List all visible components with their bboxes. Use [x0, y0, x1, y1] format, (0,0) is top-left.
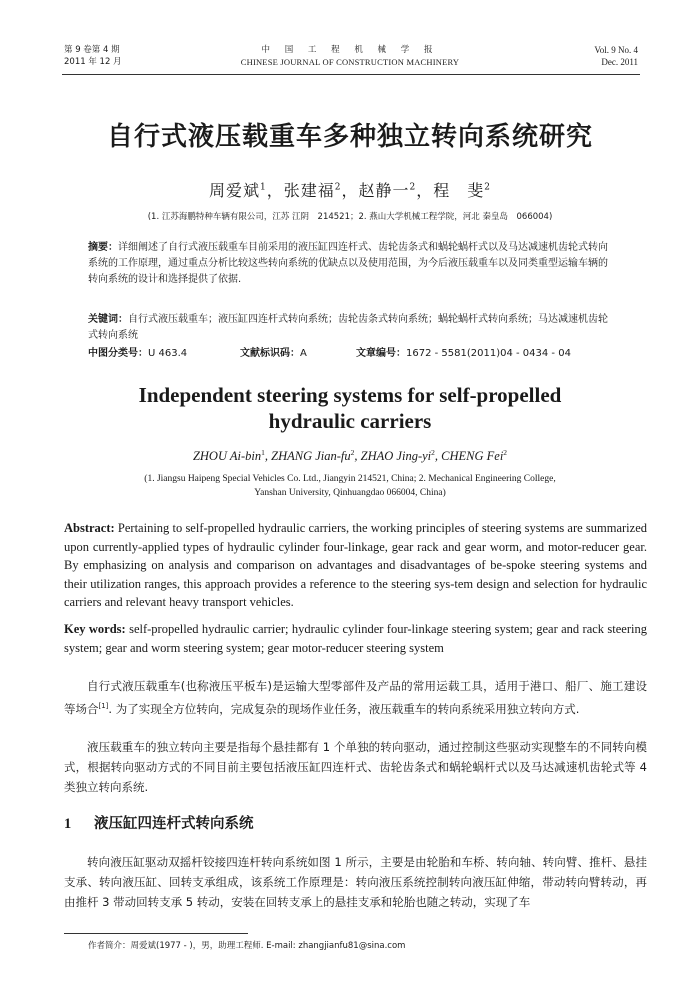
keywords-text-cn: 自行式液压载重车；液压缸四连杆式转向系统；齿轮齿条式转向系统；蜗轮蜗杆式转向系统；马达减速机齿轮式转向系统 [88, 314, 608, 341]
volume-issue-cn: 第 9 卷第 4 期 [64, 45, 120, 55]
abstract-text-cn: 详细阐述了自行式液压载重车目前采用的液压缸四连杆式、齿轮齿条式和蜗轮蜗杆式以及马达减速机齿轮式转向系统的工作原理，通过重点分析比较这些转向系统的优缺点以及使用范围，为今后液压载重车以及同类重型运输车辆的转向系统的设计和选择提供了依据. [88, 242, 608, 285]
author-list-en [0, 448, 700, 464]
author-en: ZHAO Jing-yi [360, 449, 432, 464]
section-title: 液压缸四连杆式转向系统 [94, 816, 254, 832]
journal-name-cn: 中 国 工 程 机 械 学 报 [261, 45, 439, 55]
clc-field [88, 346, 187, 362]
citation-ref: [1] [98, 702, 109, 710]
body-paragraph-2: 液压载重车的独立转向主要是指每个悬挂都有 1 个单独的转向驱动，通过控制这些驱动实现整车的不同转向模式，根据转向驱动方式的不同目前主要包括液压缸四连杆式、齿轮齿条式和蜗轮蜗杆式以及马达减速机齿轮式等 4 类独立转向系统. [64, 740, 647, 794]
section-heading [64, 812, 254, 833]
author-affil-mark: 1 [259, 182, 267, 193]
paper-title-en [0, 382, 700, 434]
article-no-field [356, 346, 571, 362]
doc-code-value: A [300, 348, 307, 359]
author-en: CHENG Fei [441, 449, 504, 464]
author-affil-mark: 2 [503, 448, 508, 457]
author-separator: , [264, 449, 272, 464]
running-header-center [200, 44, 500, 68]
journal-name-en: CHINESE JOURNAL OF CONSTRUCTION MACHINERY [240, 57, 460, 67]
doc-code-label: 文献标识码： [240, 348, 300, 359]
author-cn: 赵静一 [358, 181, 410, 200]
clc-value: U 463.4 [148, 348, 188, 359]
author-cn: 程 斐 [433, 181, 485, 200]
body-paragraph-3: 转向液压缸驱动双摇杆铰接四连杆转向系统如图 1 所示，主要是由轮胎和车桥、转向轴、转向臂、推杆、悬挂支承、转向液压缸、回转支承组成，该系统工作原理是：转向液压系统控制转向液压缸伸缩，带动转向臂转动，再由推杆 3 带动回转支承 5 转动，安装在回转支承上的悬挂支承和轮胎也随之转动，实现了车 [64, 855, 647, 909]
author-affil-mark: 2 [350, 448, 355, 457]
date-en: Dec. 2011 [601, 57, 638, 67]
author-separator: ， [416, 181, 434, 200]
author-list-cn [0, 178, 700, 201]
affiliation-en-line2: Yanshan University, Qinhuangdao 066004, China) [254, 488, 446, 498]
footnote-rule [64, 933, 248, 934]
clc-label: 中图分类号： [88, 348, 148, 359]
abstract-label-cn: 摘要： [88, 242, 118, 253]
author-cn: 张建福 [283, 181, 335, 200]
author-affil-mark: 2 [334, 182, 342, 193]
paper-title-en-line2: hydraulic carriers [268, 409, 432, 433]
author-footnote: 作者简介：周爱斌(1977 - )，男，助理工程师. E-mail: zhangjianfu81@sina.com [88, 941, 406, 951]
affiliation-cn: (1. 江苏海鹏特种车辆有限公司，江苏 江阴 214521；2. 燕山大学机械工程学院，河北 秦皇岛 066004) [147, 212, 553, 222]
author-affil-mark: 1 [261, 448, 265, 457]
article-no-value: 1672 - 5581(2011)04 - 0434 - 04 [406, 348, 571, 359]
abstract-cn [88, 240, 616, 288]
article-no-label: 文章编号： [356, 348, 406, 359]
author-affil-mark: 2 [431, 448, 435, 457]
affiliation-en-line1: (1. Jiangsu Haipeng Special Vehicles Co. Ltd., Jiangyin 214521, China; 2. Mechanical Engineering College, [144, 474, 556, 484]
affiliation-en [0, 472, 700, 500]
author-separator: , [354, 449, 361, 464]
author-affil-mark: 2 [409, 182, 417, 193]
author-cn: 周爱斌 [208, 181, 260, 200]
author-separator: ， [341, 181, 359, 200]
section-number: 1 [64, 816, 72, 832]
paper-title-cn: 自行式液压载重车多种独立转向系统研究 [106, 122, 593, 152]
running-header-left [64, 44, 122, 68]
paper-title-en-line1: Independent steering systems for self-propelled [138, 383, 562, 407]
author-separator: ， [266, 181, 284, 200]
body-paragraph-1 [64, 676, 647, 719]
keywords-cn [88, 312, 616, 344]
running-header-right [594, 44, 638, 68]
abstract-label-en: Abstract: [64, 521, 115, 535]
keywords-text-en: self-propelled hydraulic carrier; hydraulic cylinder four-linkage steering system; gear and rack steering system; gear and worm steering system; gear motor-reducer steering system [64, 622, 647, 655]
volume-issue-en: Vol. 9 No. 4 [594, 45, 638, 55]
header-rule [62, 74, 640, 75]
author-affil-mark: 2 [484, 182, 492, 193]
paragraph-text: . 为了实现全方位转向，完成复杂的现场作业任务，液压载重车的转向系统采用独立转向方式. [108, 701, 580, 716]
doc-code-field [240, 346, 307, 362]
keywords-en [64, 620, 647, 657]
author-en: ZHANG Jian-fu [271, 449, 351, 464]
abstract-en [64, 519, 647, 612]
abstract-text-en: Pertaining to self-propelled hydraulic carriers, the working principles of steering systems are summarized upon currently-applied types of hydraulic cylinder four-linkage, gear rack and gear worm, and motor-reducer gear. By emphasizing on analysis and comparison on advantages and disadvantages of be-spoke steering systems and their utilization ranges, this approach provides a reference to the steering sys-tem design and selection for hydraulic carriers and relevant heavy transport vehicles. [64, 521, 647, 610]
keywords-label-en: Key words: [64, 622, 126, 636]
date-cn: 2011 年 12 月 [64, 57, 122, 67]
author-en: ZHOU Ai-bin [192, 449, 262, 464]
paragraph-text: 自行式液压载重车(也称液压平板车)是运输大型零部件及产品的常用运载工具，适用于港口、船厂、施工建设等场合 [64, 679, 647, 716]
keywords-label-cn: 关键词： [88, 314, 128, 325]
author-separator: , [434, 449, 442, 464]
